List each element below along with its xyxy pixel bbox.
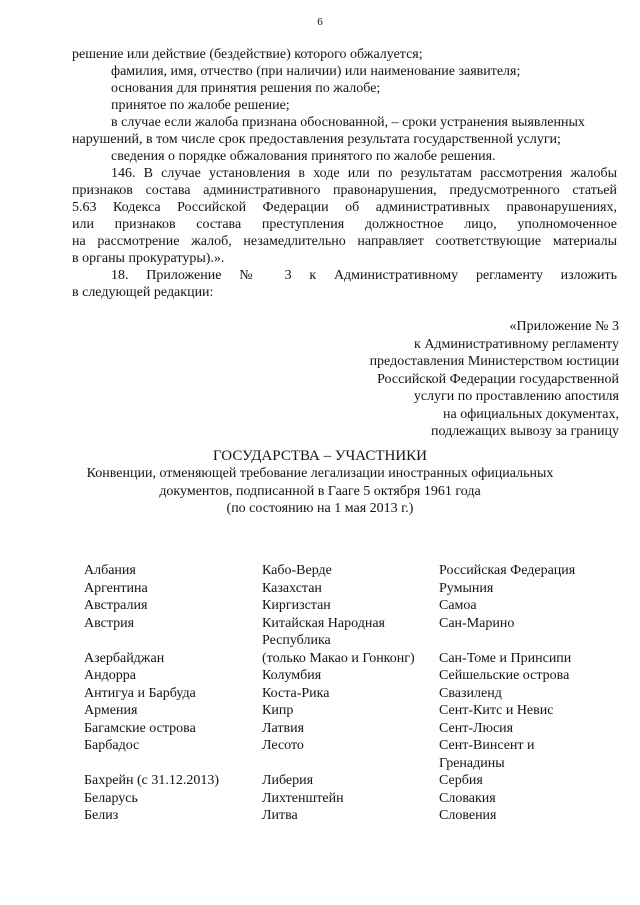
country-item: Словения (439, 808, 497, 823)
country-item: Киргизстан (262, 598, 331, 613)
text-line: основания для принятия решения по жалобе; (111, 81, 381, 96)
text-line: признаков состава административного правонарушения, предусмотренного статьей (72, 183, 617, 198)
country-item: Лесото (262, 738, 304, 753)
text-line: принятое по жалобе решение; (111, 98, 290, 113)
country-item: Сан-Томе и Принсипи (439, 650, 572, 666)
appendix-line: Российской Федерации государственной (377, 371, 619, 387)
text-line: в следующей редакции: (72, 285, 214, 300)
country-item: Барбадос (84, 738, 140, 753)
country-item: Сент-Винсент и (439, 738, 535, 753)
country-item: Сент-Китс и Невис (439, 703, 554, 718)
country-item: Албания (84, 563, 136, 578)
country-item: Самоа (439, 598, 477, 613)
heading-subtitle-line: документов, подписанной в Гааге 5 октября 1961 года (159, 483, 481, 499)
country-item: Австралия (84, 598, 148, 613)
country-item: Литва (262, 808, 298, 823)
text-line: или признаков состава преступления должностное лицо, уполномоченное (72, 217, 617, 232)
country-item: Сан-Марино (439, 615, 515, 631)
country-item: (только Макао и Гонконг) (262, 650, 415, 666)
appendix-line: услуги по проставлению апостиля (413, 389, 619, 404)
text-line: в случае если жалоба признана обоснованной, – сроки устранения выявленных (111, 115, 585, 130)
text-line: 5.63 Кодекса Российской Федерации об административных правонарушениях, (72, 200, 617, 215)
text-line: 18. Приложение № 3 к Административному регламенту изложить (111, 268, 617, 283)
country-item: Либерия (262, 773, 314, 788)
heading-title: ГОСУДАРСТВА – УЧАСТНИКИ (213, 448, 427, 464)
country-item: Республика (262, 633, 331, 648)
country-item: Гренадины (439, 755, 505, 771)
country-item: Антигуа и Барбуда (84, 685, 196, 701)
appendix-line: на официальных документах, (443, 406, 619, 422)
page-number: 6 (317, 16, 323, 28)
appendix-line: предоставления Министерством юстиции (369, 354, 619, 369)
section-heading (0, 447, 640, 518)
country-item: Сент-Люсия (439, 720, 514, 736)
country-item: Багамские острова (84, 720, 196, 736)
country-item: Казахстан (262, 580, 322, 596)
country-item: Сербия (439, 773, 483, 788)
country-item: Колумбия (262, 668, 322, 683)
country-item: Сейшельские острова (439, 668, 570, 683)
text-line: сведения о порядке обжалования принятого по жалобе решения. (111, 149, 496, 164)
country-item: Кабо-Верде (262, 563, 332, 578)
appendix-header (340, 318, 619, 441)
country-item (262, 755, 415, 773)
country-item: Бахрейн (с 31.12.2013) (84, 773, 219, 788)
country-item: Азербайджан (84, 650, 165, 666)
text-line: фамилия, имя, отчество (при наличии) или наименование заявителя; (111, 64, 521, 79)
appendix-line: «Приложение № 3 (509, 319, 619, 334)
country-item (439, 632, 575, 650)
country-item: Свазиленд (439, 685, 502, 701)
text-line: 146. В случае установления в ходе или по результатам рассмотрения жалобы (111, 166, 617, 181)
country-item: Коста-Рика (262, 685, 330, 701)
country-item (84, 632, 219, 650)
country-item: Лихтенштейн (262, 790, 344, 806)
heading-subtitle-line: Конвенции, отменяющей требование легализации иностранных официальных (86, 466, 554, 481)
country-item (84, 755, 219, 773)
country-item: Андорра (84, 668, 136, 683)
country-item: Китайская Народная (262, 615, 385, 631)
country-item: Беларусь (84, 790, 138, 806)
heading-subtitle-line: (по состоянию на 1 мая 2013 г.) (226, 501, 414, 516)
text-line: нарушений, в том числе срок предоставления результата государственной услуги; (72, 132, 561, 147)
country-item: Аргентина (84, 580, 148, 596)
country-item: Белиз (84, 808, 119, 823)
appendix-line: подлежащих вывозу за границу (430, 424, 619, 439)
country-column-2 (262, 562, 415, 825)
country-item: Кипр (262, 703, 294, 718)
appendix-line: к Административному регламенту (414, 336, 619, 352)
country-item: Латвия (262, 720, 305, 736)
text-line: на рассмотрение жалоб, незамедлительно направляет соответствующие материалы (72, 234, 617, 249)
country-item: Австрия (84, 615, 135, 631)
text-line: в органы прокуратуры).». (72, 251, 225, 266)
country-item: Российская Федерация (439, 563, 576, 578)
country-column-3 (439, 562, 575, 825)
country-item: Армения (84, 703, 138, 718)
text-line: решение или действие (бездействие) которого обжалуется; (72, 47, 423, 62)
country-item: Румыния (439, 580, 494, 596)
country-item: Словакия (439, 790, 496, 806)
country-column-1 (84, 562, 219, 825)
